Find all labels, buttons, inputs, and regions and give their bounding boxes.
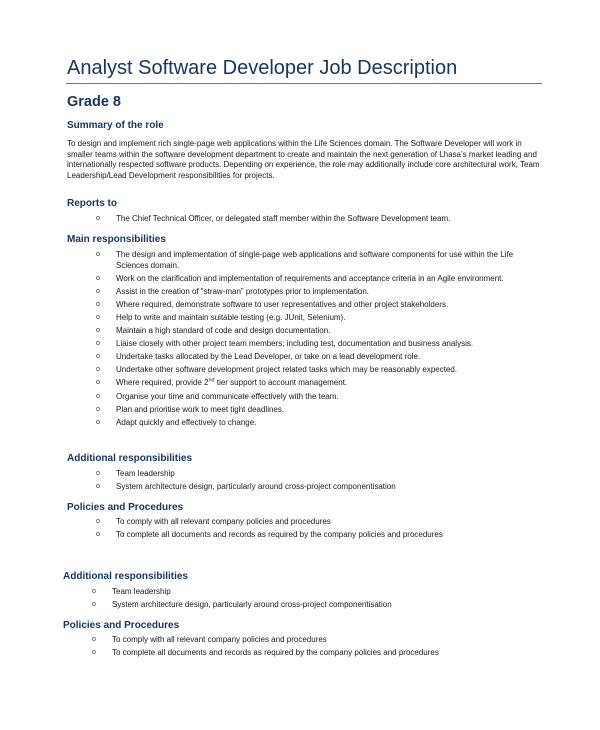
list-item: o Undertake other software development project related tasks which may be reasonably expected. bbox=[96, 365, 458, 375]
bullet-icon: o bbox=[96, 340, 100, 348]
summary-heading: Summary of the role bbox=[67, 120, 164, 131]
list-item: o To comply with all relevant company policies and procedures bbox=[96, 517, 331, 526]
list-item: o Where required, demonstrate software to user representatives and other project stakeholders. bbox=[96, 299, 449, 309]
reports-to-heading: Reports to bbox=[67, 198, 117, 209]
list-item: o Liaise closely with other project team members; including test, documentation and business analysis. bbox=[96, 339, 474, 349]
bullet-icon: o bbox=[96, 392, 100, 400]
list-item: o Adapt quickly and effectively to change. bbox=[96, 417, 257, 427]
additional-responsibilities-heading: Additional responsibilities bbox=[67, 453, 193, 464]
bullet-icon: o bbox=[96, 366, 100, 374]
grade-heading: Grade 8 bbox=[67, 94, 121, 110]
reports-to-list bbox=[96, 214, 536, 227]
list-item: o Where required, provide 2nd tier support to account management. bbox=[96, 377, 348, 388]
policies-list-repeat bbox=[92, 635, 532, 661]
bullet-icon: o bbox=[96, 379, 100, 387]
bullet-icon: o bbox=[96, 287, 100, 295]
bullet-icon: o bbox=[96, 353, 100, 361]
title-underline bbox=[66, 83, 542, 84]
bullet-icon: o bbox=[96, 251, 100, 258]
bullet-icon: o bbox=[96, 418, 100, 426]
list-item: o Plan and prioritise work to meet tight deadlines. bbox=[96, 404, 285, 414]
bullet-icon: o bbox=[96, 518, 100, 525]
list-item: o Team leadership bbox=[96, 469, 175, 478]
bullet-icon: o bbox=[96, 470, 100, 477]
main-responsibilities-heading: Main responsibilities bbox=[67, 234, 166, 245]
additional-responsibilities-heading-repeat: Additional responsibilities bbox=[63, 571, 189, 582]
list-item: o Team leadership bbox=[92, 587, 171, 596]
list-item: o Assist in the creation of “straw-man” prototypes prior to implementation. bbox=[96, 286, 369, 296]
document-title: Analyst Software Developer Job Description bbox=[67, 57, 458, 79]
additional-responsibilities-list bbox=[96, 469, 536, 495]
list-item: o Organise your time and communicate effectively with the team. bbox=[96, 391, 339, 401]
additional-responsibilities-list-repeat bbox=[92, 587, 532, 613]
list-item: o To complete all documents and records as required by the company policies and procedures bbox=[92, 648, 439, 658]
list-item: o Work on the clarification and implementation of requirements and acceptance criteria in an Agile environment. bbox=[96, 273, 504, 283]
list-item: o The Chief Technical Officer, or delegated staff member within the Software Development team. bbox=[96, 214, 451, 223]
bullet-icon: o bbox=[92, 636, 96, 643]
list-item: o System architecture design, particularly around cross-project componentisation bbox=[92, 600, 392, 610]
list-item: o Maintain a high standard of code and design documentation. bbox=[96, 326, 331, 336]
bullet-icon: o bbox=[92, 588, 96, 595]
bullet-icon: o bbox=[96, 313, 100, 321]
bullet-icon: o bbox=[96, 483, 100, 491]
bullet-icon: o bbox=[96, 300, 100, 308]
main-responsibilities-list bbox=[96, 250, 536, 431]
list-item: o To comply with all relevant company policies and procedures bbox=[92, 635, 327, 644]
bullet-icon: o bbox=[92, 649, 96, 657]
policies-heading-repeat: Policies and Procedures bbox=[63, 620, 180, 631]
bullet-icon: o bbox=[96, 215, 100, 222]
bullet-icon: o bbox=[92, 601, 96, 609]
bullet-icon: o bbox=[96, 531, 100, 539]
list-item: o Help to write and maintain suitable testing (e.g. JUnit, Selenium). bbox=[96, 312, 346, 322]
list-item: o To complete all documents and records as required by the company policies and procedures bbox=[96, 530, 443, 540]
list-item: o System architecture design, particularly around cross-project componentisation bbox=[96, 482, 396, 492]
bullet-icon: o bbox=[96, 327, 100, 335]
bullet-icon: o bbox=[96, 274, 100, 282]
list-item: o The design and implementation of single-page web applications and software components for use within the Life Sciences domain. bbox=[96, 250, 514, 270]
policies-heading: Policies and Procedures bbox=[67, 502, 184, 513]
summary-paragraph: To design and implement rich single-page web applications within the Life Sciences domain. The Software Developer will work in smaller teams within the software development department to create and maintain the next generation of Lhasa’s market leading and internationally respected software products. Depending on experience, the role may additionally include core architectural work, Team Leadership/Lead Development responsibilities for projects. bbox=[67, 139, 540, 180]
bullet-icon: o bbox=[96, 405, 100, 413]
list-item: o Undertake tasks allocated by the Lead Developer, or take on a lead development role. bbox=[96, 352, 421, 362]
policies-list bbox=[96, 517, 536, 543]
